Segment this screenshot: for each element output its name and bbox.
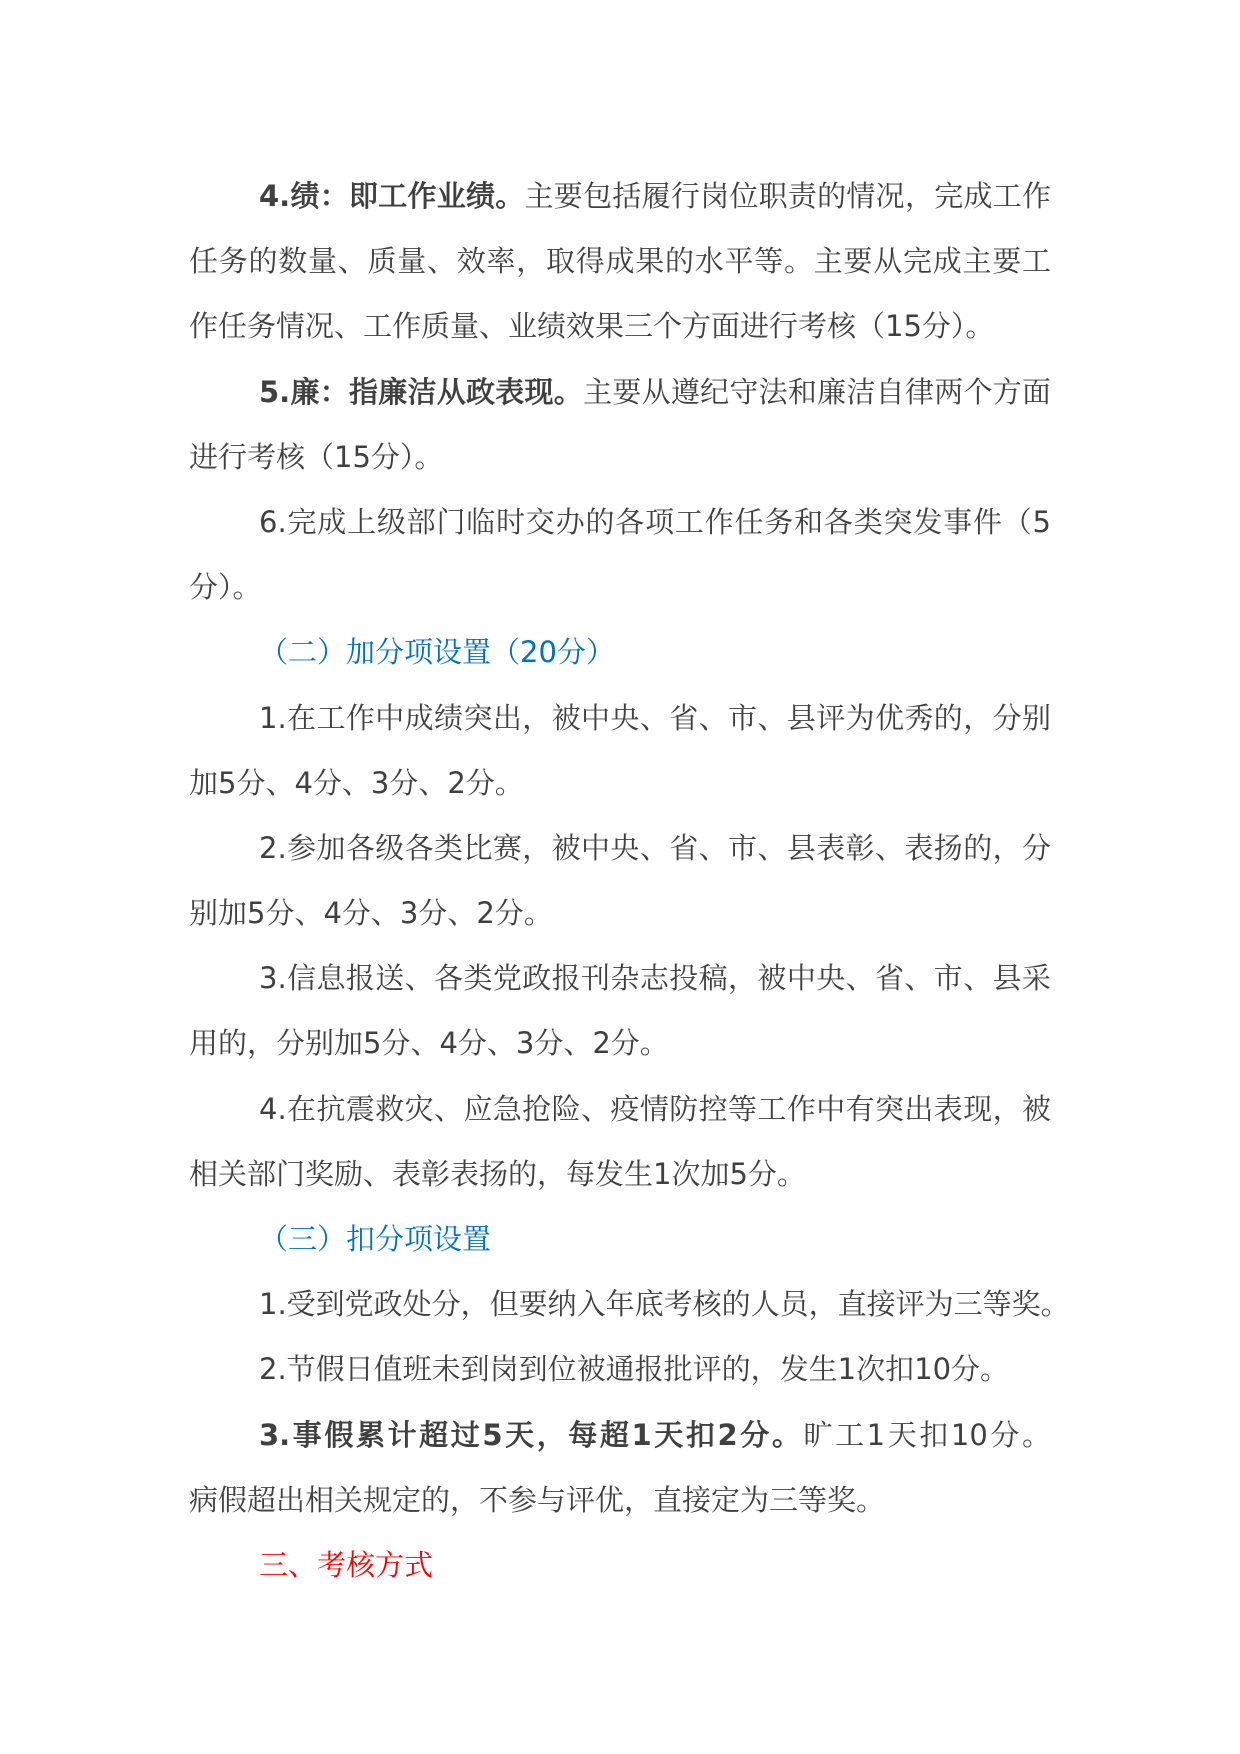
bonus-item <box>189 686 1051 816</box>
section-heading: 三、考核方式 <box>259 1547 434 1582</box>
paragraph-line: 加5分、4分、3分、2分。 <box>189 765 524 800</box>
evaluation-item-performance <box>189 164 1051 360</box>
deduction-item <box>189 1272 1070 1337</box>
paragraph-line: 用的，分别加5分、4分、3分、2分。 <box>189 1026 669 1061</box>
paragraph-line <box>189 1403 1051 1468</box>
document-body <box>189 164 1070 1598</box>
paragraph-line: 6.完成上级部门临时交办的各项工作任务和各类突发事件（5 <box>259 504 1051 539</box>
paragraph-line: 进行考核（15分）。 <box>189 439 444 474</box>
bonus-heading: （二）加分项设置（20分） <box>259 635 615 670</box>
paragraph-line <box>189 164 1051 229</box>
item-lead: 4.绩：即工作业绩。 <box>259 179 525 213</box>
evaluation-item-integrity <box>189 360 1051 490</box>
paragraph-line <box>189 360 1051 425</box>
paragraph-line: 作任务情况、工作质量、业绩效果三个方面进行考核（15分）。 <box>189 309 995 344</box>
bonus-item <box>189 816 1051 946</box>
item-text: 主要从遵纪守法和廉洁自律两个方面 <box>583 374 1051 409</box>
paragraph-line: 别加5分、4分、3分、2分。 <box>189 896 553 931</box>
item-lead: 3.事假累计超过5天，每超1天扣2分。 <box>259 1417 804 1452</box>
paragraph-line: 2.参加各级各类比赛，被中央、省、市、县表彰、表扬的，分 <box>259 830 1051 865</box>
bonus-item <box>189 946 1051 1076</box>
paragraph-line: 4.在抗震救灾、应急抢险、疫情防控等工作中有突出表现，被 <box>259 1091 1051 1126</box>
paragraph-line: 1.在工作中成绩突出，被中央、省、市、县评为优秀的，分别 <box>259 700 1051 735</box>
paragraph-line: 相关部门奖励、表彰表扬的，每发生1次加5分。 <box>189 1156 806 1191</box>
item-text: 主要包括履行岗位职责的情况，完成工作 <box>524 179 1051 213</box>
paragraph-line: 3.信息报送、各类党政报刊杂志投稿，被中央、省、市、县采 <box>259 961 1051 996</box>
bonus-item <box>189 1077 1051 1207</box>
deduction-item <box>189 1403 1051 1533</box>
paragraph-line: 任务的数量、质量、效率，取得成果的水平等。主要从完成主要工 <box>189 244 1051 279</box>
evaluation-item-assigned-tasks <box>189 490 1051 620</box>
deduction-heading: （三）扣分项设置 <box>259 1222 492 1256</box>
item-text: 旷工1天扣10分。 <box>803 1417 1051 1452</box>
paragraph-line: 2.节假日值班未到岗到位被通报批评的，发生1次扣10分。 <box>259 1352 1010 1387</box>
item-lead: 5.廉：指廉洁从政表现。 <box>259 374 584 409</box>
paragraph-line: 分）。 <box>189 570 262 605</box>
paragraph-line: 病假超出相关规定的，不参与评优，直接定为三等奖。 <box>189 1482 886 1517</box>
deduction-item <box>189 1337 1051 1402</box>
paragraph-line: 1.受到党政处分，但要纳入年底考核的人员，直接评为三等奖。 <box>259 1287 1070 1322</box>
